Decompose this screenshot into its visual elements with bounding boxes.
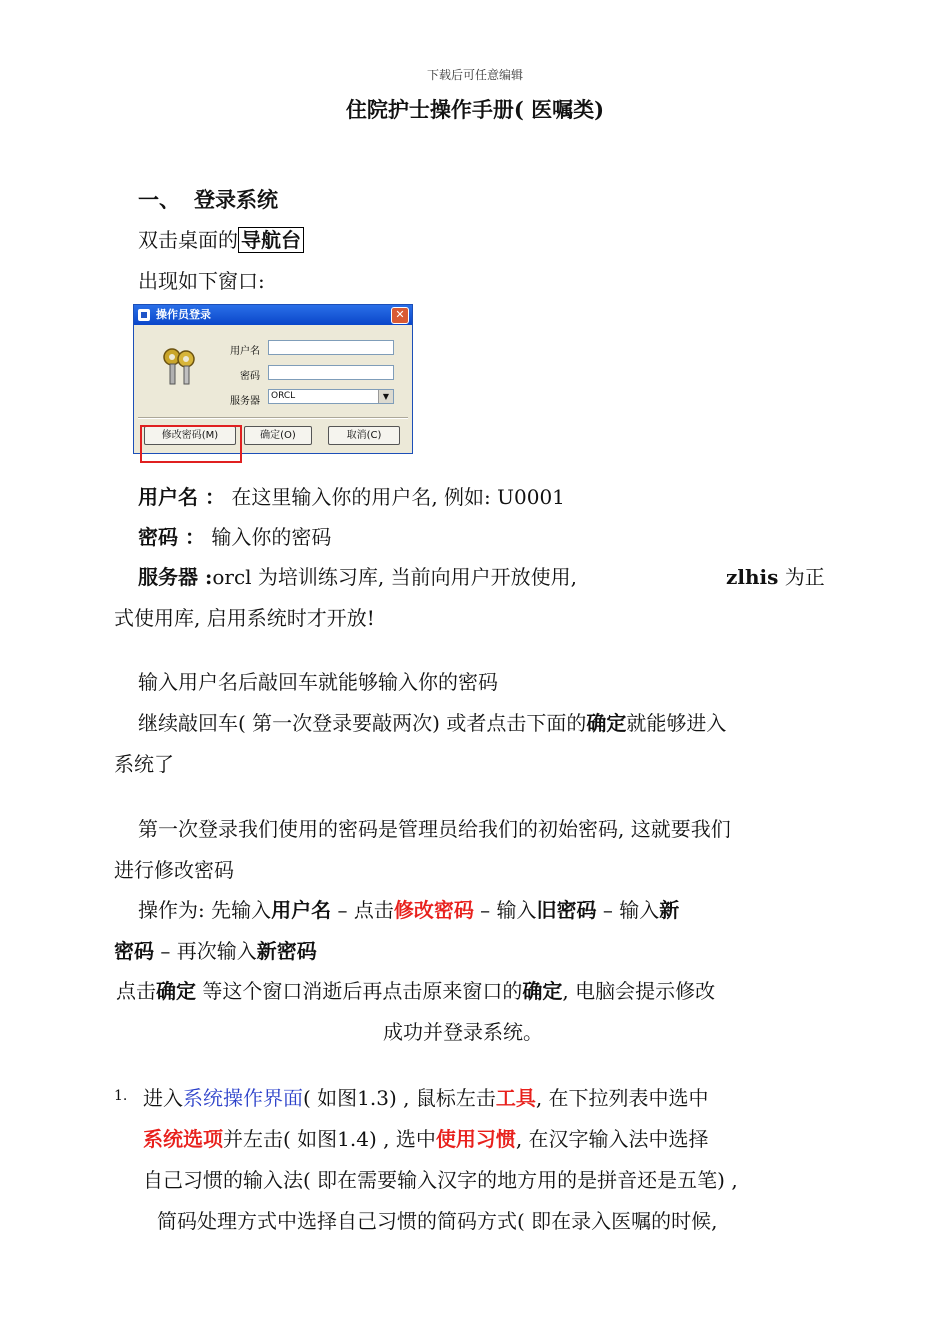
text: 点击 [116, 979, 156, 1003]
text: – 点击 [331, 898, 394, 922]
text: 继续敲回车( 第一次登录要敲两次) 或者点击下面的 [138, 711, 587, 735]
password-label: 密码 [240, 371, 260, 382]
term: zlhis [726, 565, 779, 589]
text: 输入你的密码 [204, 525, 332, 549]
text: – 再次输入 [154, 939, 257, 963]
para-first-login-line2: 进行修改密码 [114, 858, 234, 882]
text: ( 如图1.3) , 鼠标左击 [303, 1086, 496, 1110]
text: , 电脑会提示修改 [562, 979, 716, 1003]
list-item-line1 [143, 1082, 709, 1111]
document-title: 住院护士操作手册( 医嘱类) [345, 97, 605, 122]
list-item-line4: 简码处理方式中选择自己习惯的简码方式( 即在录入医嘱的时候, [157, 1209, 718, 1233]
text: 为正 [778, 565, 825, 589]
para-doubleclick [138, 224, 304, 253]
server-value: ORCL [271, 391, 296, 401]
section-heading [138, 184, 278, 214]
text: 等这个窗口消逝后再点击原来窗口的 [196, 979, 523, 1003]
server-label: 服务器 [230, 396, 260, 407]
term: 确定 [522, 979, 563, 1003]
term: 密码 [114, 939, 154, 963]
text: 在这里输入你的用户名, 例如: U0001 [224, 485, 565, 509]
term-red: 系统选项 [143, 1127, 223, 1151]
server-select[interactable] [268, 389, 394, 404]
term-blue: 系统操作界面 [183, 1086, 303, 1110]
para-continue [138, 707, 726, 736]
para-ops [138, 894, 679, 923]
para-enter: 输入用户名后敲回车就能够输入你的密码 [138, 670, 498, 694]
text: 就能够进入 [626, 711, 727, 735]
term: 服务器 : [138, 565, 213, 589]
text: – 输入 [473, 898, 537, 922]
term: 密码 ： [138, 525, 205, 549]
para-click-line2: 成功并登录系统。 [383, 1020, 543, 1044]
text: 双击桌面的 [138, 228, 238, 252]
para-server-line2: 式使用库, 启用系统时才开放! [114, 606, 375, 630]
term: 旧密码 [536, 898, 597, 922]
term: 确定 [156, 979, 196, 1003]
term-red: 使用习惯 [435, 1127, 516, 1151]
term-red: 修改密码 [393, 898, 474, 922]
app-logo-icon [138, 309, 150, 321]
list-item-line2 [143, 1123, 709, 1152]
text: orcl 为培训练习库, 当前向用户开放使用, [212, 565, 577, 589]
dialog-title: 操作员登录 [156, 308, 211, 321]
term: 新密码 [256, 939, 317, 963]
ok-button[interactable]: 确定(O) [244, 426, 312, 445]
para-window: 出现如下窗口: [138, 269, 265, 293]
username-label: 用户名 [230, 346, 260, 357]
highlight-box [140, 425, 242, 463]
text: 并左击( 如图1.4) , 选中 [223, 1127, 436, 1151]
para-ops-line2 [114, 935, 317, 964]
text: , 在下拉列表中选中 [535, 1086, 709, 1110]
term: 用户名 ： [138, 485, 225, 509]
para-continue-line2: 系统了 [114, 752, 174, 776]
text: 进入 [143, 1086, 183, 1110]
boxed-term: 导航台 [238, 227, 304, 253]
list-number: 1. [114, 1088, 128, 1104]
chevron-down-icon[interactable]: ▼ [378, 390, 393, 403]
para-click [116, 975, 715, 1004]
term: 新 [659, 898, 680, 922]
list-item-line3: 自己习惯的输入法( 即在需要输入汉字的地方用的是拼音还是五笔) , [143, 1168, 738, 1192]
change-password-button[interactable]: 修改密码(M) [144, 426, 236, 445]
username-input[interactable] [268, 340, 394, 355]
section-number: 一、 [138, 187, 180, 212]
para-password [138, 521, 331, 550]
para-username [138, 481, 565, 510]
text: , 在汉字输入法中选择 [515, 1127, 709, 1151]
term: 用户名 [271, 898, 332, 922]
text: – 输入 [596, 898, 660, 922]
password-input[interactable] [268, 365, 394, 380]
cancel-button[interactable]: 取消(C) [328, 426, 400, 445]
term-red: 工具 [495, 1086, 536, 1110]
para-server-cont [726, 561, 825, 590]
close-icon[interactable]: ✕ [391, 307, 409, 324]
para-first-login: 第一次登录我们使用的密码是管理员给我们的初始密码, 这就要我们 [138, 817, 731, 841]
keys-icon [158, 345, 200, 387]
page-header: 下载后可任意编辑 [426, 68, 523, 82]
text: 操作为: 先输入 [138, 898, 272, 922]
dialog-divider [138, 417, 408, 419]
para-server [138, 561, 577, 590]
section-label: 登录系统 [194, 187, 278, 212]
term: 确定 [586, 711, 627, 735]
dialog-titlebar [134, 305, 412, 325]
